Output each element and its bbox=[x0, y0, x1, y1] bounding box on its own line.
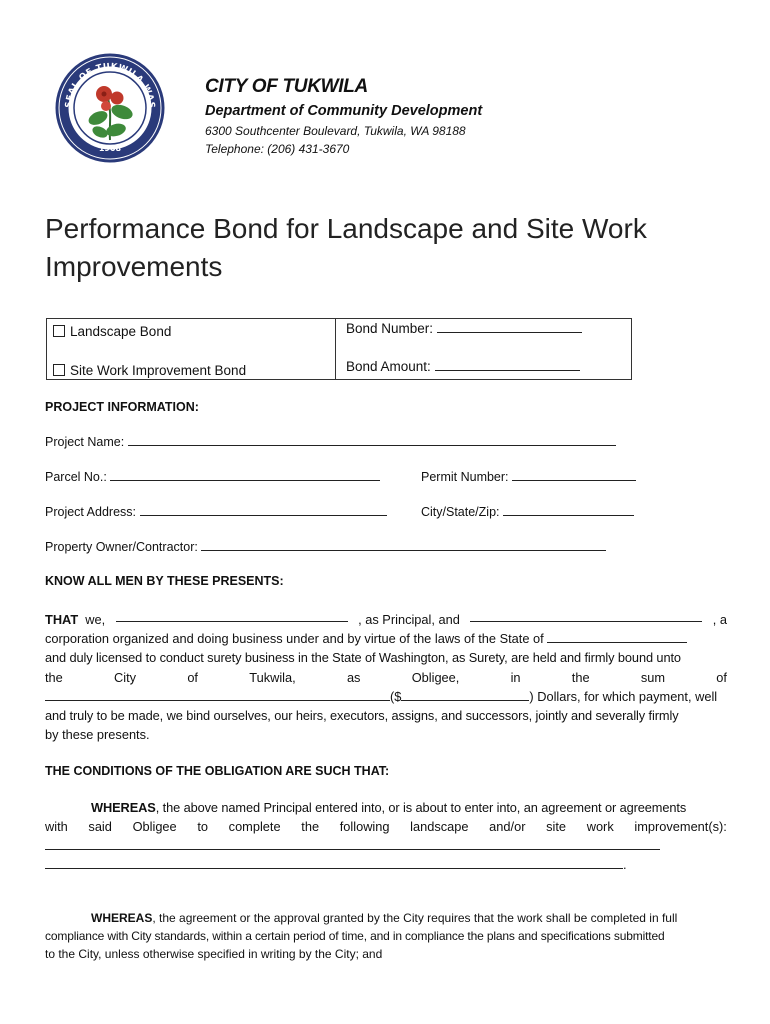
whereas-1-paragraph bbox=[45, 798, 727, 874]
whereas-2-line-2: compliance with City standards, within a certain period of time, and in compliance the plans and specifications submitted bbox=[45, 929, 665, 943]
w1-word-8: landscape bbox=[410, 819, 469, 835]
permit-number-field[interactable] bbox=[421, 469, 636, 484]
w1-word-11: work bbox=[586, 819, 614, 835]
we-word: we, bbox=[85, 612, 106, 627]
owner-contractor-blank[interactable] bbox=[201, 539, 606, 551]
department-name: Department of Community Development bbox=[205, 103, 483, 119]
landscape-bond-option[interactable] bbox=[53, 324, 171, 339]
site-work-bond-option[interactable] bbox=[53, 363, 246, 378]
word-city: City bbox=[114, 669, 137, 685]
surety-blank[interactable] bbox=[470, 610, 702, 622]
w1-word-12: improvement(s): bbox=[634, 819, 727, 835]
city-state-zip-field[interactable] bbox=[421, 504, 634, 519]
word-tukwila: Tukwila, bbox=[249, 669, 296, 685]
project-name-label: Project Name: bbox=[45, 435, 125, 449]
whereas-2-paragraph bbox=[45, 909, 729, 963]
word-of-2: of bbox=[716, 669, 727, 685]
project-info-heading: PROJECT INFORMATION: bbox=[45, 400, 199, 414]
permit-number-label: Permit Number: bbox=[421, 470, 509, 484]
state-blank[interactable] bbox=[547, 631, 687, 643]
seal-top-text: SEAL OF TUKWILA WAS bbox=[63, 61, 157, 109]
site-work-bond-checkbox[interactable] bbox=[53, 364, 65, 376]
seal-year: 1908 bbox=[98, 144, 122, 153]
principal-line bbox=[45, 610, 727, 629]
city-state-zip-blank[interactable] bbox=[503, 504, 634, 516]
improvement-blank-1[interactable] bbox=[45, 838, 660, 850]
permit-number-blank[interactable] bbox=[512, 469, 636, 481]
improvement-line-1 bbox=[45, 836, 727, 855]
state-line bbox=[45, 629, 727, 648]
bond-amount-blank[interactable] bbox=[435, 359, 580, 371]
word-sum: sum bbox=[640, 669, 666, 685]
presents-line: by these presents. bbox=[45, 727, 150, 743]
bond-number-field[interactable] bbox=[346, 321, 582, 336]
owner-contractor-field[interactable] bbox=[45, 539, 606, 554]
word-as: as bbox=[346, 669, 361, 685]
corporation-text: corporation organized and doing business under and by virtue of the laws of the State of bbox=[45, 631, 544, 647]
parcel-no-label: Parcel No.: bbox=[45, 470, 107, 484]
a-word: , a bbox=[712, 612, 727, 627]
whereas-2-line-1 bbox=[45, 909, 729, 927]
whereas-1-text: , the above named Principal entered into, or is about to enter into, an agreement or agreements bbox=[155, 800, 687, 815]
city-seal bbox=[54, 52, 166, 164]
as-principal-text: , as Principal, and bbox=[358, 612, 460, 627]
city-state-zip-label: City/State/Zip: bbox=[421, 505, 500, 519]
landscape-bond-label: Landscape Bond bbox=[70, 324, 172, 339]
dollar-open: ($ bbox=[390, 688, 402, 704]
improvement-line-2 bbox=[45, 855, 727, 874]
project-name-blank[interactable] bbox=[128, 434, 616, 446]
department-address: 6300 Southcenter Boulevard, Tukwila, WA 98188 bbox=[205, 124, 466, 138]
w1-word-3: Obligee bbox=[132, 819, 177, 835]
improvement-blank-2[interactable] bbox=[45, 857, 623, 869]
w1-word-1: with bbox=[45, 819, 68, 835]
word-obligee: Obligee, bbox=[411, 669, 460, 685]
amount-words-blank[interactable] bbox=[45, 689, 390, 701]
obligee-line bbox=[45, 668, 727, 687]
improvement-period: . bbox=[623, 857, 627, 873]
w1-word-10: site bbox=[546, 819, 567, 835]
parcel-no-field[interactable] bbox=[45, 469, 380, 484]
city-name: CITY OF TUKWILA bbox=[205, 76, 368, 97]
word-in: in bbox=[510, 669, 521, 685]
principal-blank[interactable] bbox=[116, 610, 348, 622]
dollars-text: ) Dollars, for which payment, well bbox=[529, 688, 718, 704]
licensed-line: and duly licensed to conduct surety business in the State of Washington, as Surety, are held and firmly bound unto bbox=[45, 650, 681, 666]
bond-number-label: Bond Number: bbox=[346, 321, 434, 336]
department-telephone: Telephone: (206) 431-3670 bbox=[205, 142, 350, 156]
w1-word-2: said bbox=[88, 819, 112, 835]
w1-word-6: the bbox=[301, 819, 320, 835]
whereas-1-line-1 bbox=[45, 798, 727, 817]
site-work-bond-label: Site Work Improvement Bond bbox=[70, 363, 247, 378]
whereas-1-bold: WHEREAS bbox=[91, 800, 156, 815]
bond-number-blank[interactable] bbox=[437, 321, 582, 333]
form-title: Performance Bond for Landscape and Site Work Improvements bbox=[45, 213, 647, 282]
w1-word-4: to bbox=[197, 819, 209, 835]
project-name-field[interactable] bbox=[45, 434, 616, 449]
amount-figures-blank[interactable] bbox=[401, 689, 529, 701]
that-word: THAT bbox=[45, 612, 79, 627]
project-address-blank[interactable] bbox=[140, 504, 387, 516]
know-all-heading: KNOW ALL MEN BY THESE PRESENTS: bbox=[45, 574, 284, 588]
owner-contractor-label: Property Owner/Contractor: bbox=[45, 540, 198, 554]
project-address-field[interactable] bbox=[45, 504, 387, 519]
obligation-paragraph bbox=[45, 610, 727, 744]
whereas-2-line-3: to the City, unless otherwise specified in writing by the City; and bbox=[45, 947, 383, 961]
w1-word-5: complete bbox=[228, 819, 281, 835]
amount-line bbox=[45, 687, 727, 706]
w1-word-9: and/or bbox=[489, 819, 526, 835]
whereas-2-text-1: , the agreement or the approval granted by the City requires that the work shall be completed in full bbox=[152, 911, 678, 925]
bind-line: and truly to be made, we bind ourselves, our heirs, executors, assigns, and successors, jointly and severally firmly bbox=[45, 708, 679, 724]
whereas-1-line-2 bbox=[45, 817, 727, 836]
landscape-bond-checkbox[interactable] bbox=[53, 325, 65, 337]
bond-amount-field[interactable] bbox=[346, 359, 580, 374]
project-address-label: Project Address: bbox=[45, 505, 137, 519]
table-divider bbox=[335, 319, 336, 379]
bond-amount-label: Bond Amount: bbox=[346, 359, 431, 374]
word-the: the bbox=[45, 669, 63, 685]
w1-word-7: following bbox=[339, 819, 390, 835]
word-the-2: the bbox=[571, 669, 590, 685]
bond-type-table bbox=[46, 318, 632, 380]
whereas-2-bold: WHEREAS bbox=[91, 911, 153, 925]
parcel-no-blank[interactable] bbox=[110, 469, 380, 481]
word-of: of bbox=[187, 669, 198, 685]
conditions-heading: THE CONDITIONS OF THE OBLIGATION ARE SUCH THAT: bbox=[45, 764, 390, 778]
